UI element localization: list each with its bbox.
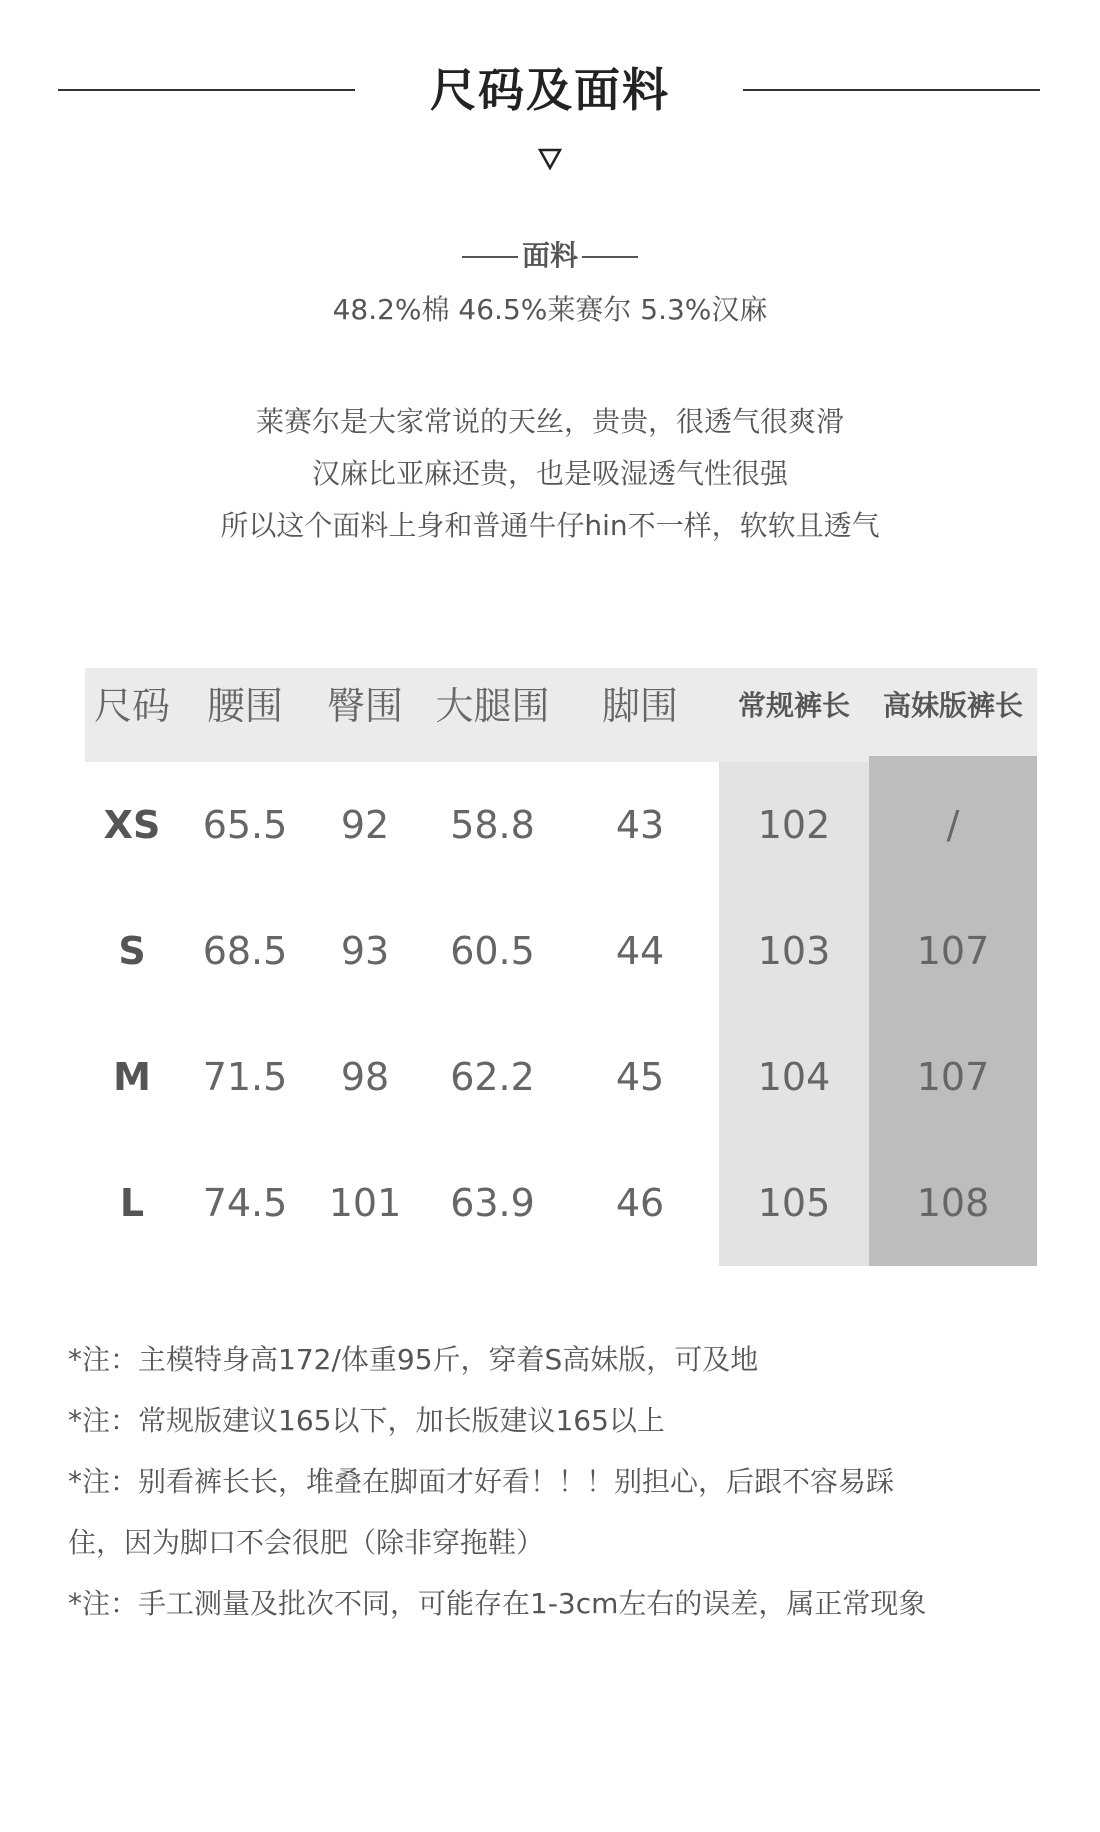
hip-cell: 92	[340, 803, 390, 847]
waist-cell: 65.5	[202, 803, 288, 847]
header-tall-length: 高妹版裤长	[882, 689, 1023, 722]
regular-length-cell: 105	[757, 1181, 831, 1225]
waist-cell: 71.5	[202, 1055, 288, 1099]
leg-opening-cell: 44	[615, 929, 665, 973]
waist-cell: 74.5	[202, 1181, 288, 1225]
page-title: 尺码及面料	[430, 63, 670, 117]
heading-dash-right	[582, 256, 638, 258]
fabric-heading-label: 面料	[521, 239, 578, 272]
table-row	[85, 1014, 1037, 1140]
hip-cell: 101	[328, 1181, 402, 1225]
hip-cell: 98	[340, 1055, 390, 1099]
tall-length-cell: 107	[916, 1055, 990, 1099]
size-cell: M	[113, 1055, 151, 1099]
fabric-heading	[0, 236, 1100, 276]
fabric-description	[0, 396, 1100, 552]
tall-length-cell: 107	[916, 929, 990, 973]
header-thigh: 大腿围	[435, 684, 550, 728]
thigh-cell: 63.9	[450, 1181, 535, 1225]
size-cell: XS	[103, 803, 161, 847]
down-triangle-outline-icon	[538, 148, 562, 170]
table-row	[85, 888, 1037, 1014]
note-line: 住，因为脚口不会很肥（除非穿拖鞋）	[68, 1526, 545, 1559]
waist-cell: 68.5	[202, 929, 288, 973]
tall-length-cell: 108	[916, 1181, 990, 1225]
section-header	[0, 55, 1100, 125]
header-size: 尺码	[93, 684, 170, 728]
size-cell: S	[118, 929, 146, 973]
fabric-composition: 48.2%棉 46.5%莱赛尔 5.3%汉麻	[332, 293, 768, 326]
regular-length-cell: 102	[757, 803, 831, 847]
leg-opening-cell: 43	[615, 803, 665, 847]
thigh-cell: 60.5	[450, 929, 535, 973]
leg-opening-cell: 46	[615, 1181, 665, 1225]
regular-length-cell: 103	[757, 929, 831, 973]
table-row	[85, 762, 1037, 888]
notes	[68, 1329, 1068, 1634]
note-line: *注：别看裤长长，堆叠在脚面才好看！！！别担心，后跟不容易踩	[68, 1465, 895, 1498]
note-line: *注：常规版建议165以下，加长版建议165以上	[68, 1404, 665, 1437]
header-leg-opening: 脚围	[601, 684, 678, 728]
header-regular-length: 常规裤长	[737, 689, 850, 722]
note-line: *注：主模特身高172/体重95斤，穿着S高妹版，可及地	[68, 1343, 759, 1376]
hip-cell: 93	[340, 929, 390, 973]
thigh-cell: 58.8	[450, 803, 535, 847]
description-line: 莱赛尔是大家常说的天丝，贵贵，很透气很爽滑	[255, 405, 844, 438]
header-hip: 臀围	[326, 684, 403, 728]
note-line: *注：手工测量及批次不同，可能存在1-3cm左右的误差，属正常现象	[68, 1587, 927, 1620]
size-table	[85, 668, 1037, 1266]
description-line: 汉麻比亚麻还贵，也是吸湿透气性很强	[311, 457, 788, 490]
heading-dash-left	[462, 256, 518, 258]
table-row	[85, 1140, 1037, 1266]
title-divider-right	[743, 89, 1040, 91]
leg-opening-cell: 45	[615, 1055, 665, 1099]
header-waist: 腰围	[206, 684, 283, 728]
regular-length-cell: 104	[757, 1055, 831, 1099]
size-cell: L	[119, 1181, 145, 1225]
thigh-cell: 62.2	[450, 1055, 535, 1099]
description-line: 所以这个面料上身和普通牛仔hin不一样，软软且透气	[220, 509, 880, 542]
tall-length-cell: /	[946, 803, 960, 847]
